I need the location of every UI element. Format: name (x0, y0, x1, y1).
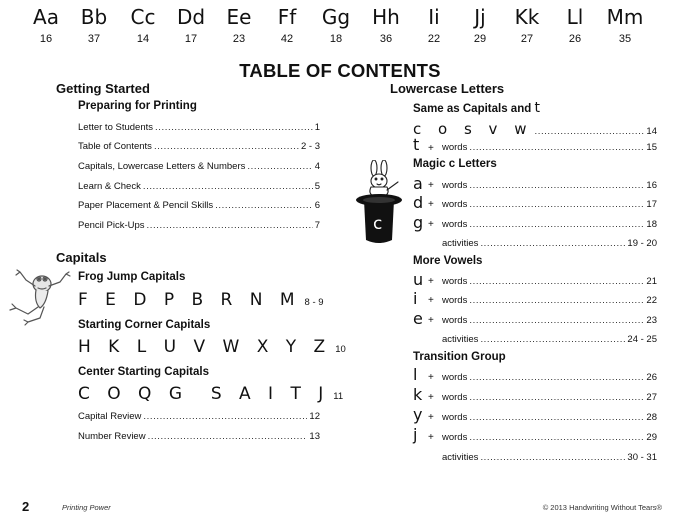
toc-entry-page: 22 (646, 295, 657, 306)
alphabet-letters: Ii (428, 5, 440, 29)
toc-entry[interactable] (78, 181, 320, 192)
frog-icon (6, 264, 74, 326)
plus-sign: + (428, 432, 434, 443)
dot-leader (469, 276, 644, 287)
toc-entry-page: 5 (314, 181, 320, 192)
dot-leader (469, 412, 644, 423)
alphabet-cell (595, 3, 655, 46)
dot-leader (469, 219, 644, 230)
plus-sign: + (428, 143, 434, 154)
dot-leader (469, 142, 644, 153)
alphabet-letters: Bb (80, 5, 108, 29)
toc-entry[interactable] (442, 334, 657, 345)
toc-entry-label: words (442, 276, 468, 287)
plus-sign: + (428, 295, 434, 306)
dot-leader (469, 199, 644, 210)
dot-leader (480, 334, 625, 345)
alphabet-count: 16 (39, 33, 53, 45)
toc-entry-page: 24 - 25 (627, 334, 657, 345)
toc-entry-page: 8 - 9 (304, 297, 324, 308)
toc-entry-page: 2 - 3 (300, 141, 320, 152)
alphabet-count: 29 (473, 33, 487, 45)
toc-entry-page: 26 (646, 372, 657, 383)
subsection-more-vowels: More Vowels (413, 255, 483, 267)
plus-sign: + (428, 372, 434, 383)
plus-sign: + (428, 392, 434, 403)
toc-entry-label: Pencil Pick-Ups (78, 220, 145, 231)
toc-entry-page: 17 (646, 199, 657, 210)
toc-entry[interactable] (442, 142, 657, 153)
letter-glyph: g (413, 213, 424, 232)
dot-leader (469, 180, 644, 191)
toc-entry[interactable] (442, 238, 657, 249)
toc-entry[interactable] (442, 452, 657, 463)
letter-glyph: t (413, 135, 420, 154)
toc-entry-page: 29 (646, 432, 657, 443)
toc-entry-page: 6 (314, 200, 320, 211)
alphabet-count: 36 (379, 33, 393, 45)
toc-entry-page: 23 (646, 315, 657, 326)
toc-entry-label: Table of Contents (78, 141, 152, 152)
dot-leader (534, 126, 644, 137)
alphabet-count: 37 (87, 33, 101, 45)
toc-entry-label: activities (442, 452, 479, 463)
toc-entry-page: 19 - 20 (627, 238, 657, 249)
toc-entry-page: 10 (335, 344, 346, 355)
alphabet-letters: Gg (321, 5, 351, 29)
toc-entry[interactable] (78, 220, 320, 231)
plus-sign: + (428, 276, 434, 287)
alphabet-count: 14 (136, 33, 150, 45)
dot-leader (469, 372, 644, 383)
toc-entry[interactable] (442, 276, 657, 287)
dot-leader (215, 200, 313, 211)
alphabet-letters: Ll (566, 5, 584, 29)
letter-glyph: a (413, 174, 423, 193)
toc-entry-page: 18 (646, 219, 657, 230)
toc-entry-label: Number Review (78, 431, 146, 442)
toc-entry-label: Capitals, Lowercase Letters & Numbers (78, 161, 246, 172)
toc-entry-label: words (442, 295, 468, 306)
letter-glyph: d (413, 193, 424, 212)
toc-entry-page: 12 (309, 411, 320, 422)
letter-glyph: j (413, 425, 418, 444)
toc-entry-label: words (442, 432, 468, 443)
alphabet-count: 26 (568, 33, 582, 45)
copyright: © 2013 Handwriting Without Tears® (542, 503, 662, 512)
toc-entry-page: 21 (646, 276, 657, 287)
subsection-magic-c-letters: Magic c Letters (413, 158, 497, 170)
plus-sign: + (428, 219, 434, 230)
toc-entry-letters[interactable] (413, 120, 657, 138)
plus-sign: + (428, 412, 434, 423)
toc-entry-page: 1 (314, 122, 320, 133)
letter-group: c o s v w (413, 120, 533, 138)
plus-sign: + (428, 180, 434, 191)
alphabet-letters: Aa (33, 5, 59, 29)
subsection-starting-corner-capitals: Starting Corner Capitals (78, 319, 211, 331)
letter-glyph: l (413, 365, 418, 384)
toc-entry[interactable] (78, 122, 320, 133)
hat-letter: c (373, 214, 383, 234)
toc-entry[interactable] (442, 199, 657, 210)
alphabet-letters: Ff (277, 5, 297, 29)
toc-entry[interactable] (78, 161, 320, 172)
letter-glyph: i (413, 289, 418, 308)
alphabet-letters: Dd (176, 5, 206, 29)
alphabet-count: 18 (329, 33, 343, 45)
alphabet-count: 23 (232, 33, 246, 45)
toc-entry-label: words (442, 180, 468, 191)
dot-leader (480, 452, 625, 463)
alphabet-count: 22 (427, 33, 441, 45)
toc-entry-letters[interactable] (78, 290, 324, 310)
magic-hat-bunny-icon (354, 160, 410, 248)
dot-leader (143, 181, 313, 192)
dot-leader (480, 238, 625, 249)
dot-leader (469, 295, 644, 306)
toc-entry-page: 4 (314, 161, 320, 172)
alphabet-letters: Mm (606, 5, 644, 29)
letter-glyph: y (413, 405, 423, 424)
section-capitals: Capitals (56, 250, 107, 265)
subsection-transition-group: Transition Group (413, 351, 506, 363)
letter-group: C O Q G S A I T J (78, 384, 330, 404)
alphabet-count: 35 (618, 33, 632, 45)
alphabet-letters: Hh (372, 5, 400, 29)
toc-entry[interactable] (78, 411, 320, 422)
alphabet-count: 17 (184, 33, 198, 45)
toc-entry[interactable] (442, 432, 657, 443)
toc-entry[interactable] (442, 219, 657, 230)
toc-entry-page: 15 (646, 142, 657, 153)
toc-entry-letters[interactable] (78, 337, 346, 357)
letter-glyph: k (413, 385, 423, 404)
toc-entry-page: 7 (314, 220, 320, 231)
page-number: 2 (22, 499, 30, 514)
toc-entry-letters[interactable] (78, 384, 344, 404)
subsection-preparing-for-printing: Preparing for Printing (78, 100, 197, 112)
plus-sign: + (428, 315, 434, 326)
dot-leader (143, 411, 307, 422)
toc-entry-label: Capital Review (78, 411, 142, 422)
letter-group: F E D P B R N M (78, 290, 301, 310)
toc-entry[interactable] (78, 200, 320, 211)
toc-entry-label: words (442, 199, 468, 210)
toc-entry-label: Learn & Check (78, 181, 141, 192)
toc-entry[interactable] (78, 431, 320, 442)
page-title: TABLE OF CONTENTS (239, 60, 441, 81)
toc-entry-label: Letter to Students (78, 122, 153, 133)
alphabet-row (0, 3, 680, 53)
toc-entry[interactable] (442, 392, 657, 403)
dot-leader (469, 315, 644, 326)
toc-entry-label: words (442, 219, 468, 230)
toc-entry[interactable] (442, 180, 657, 191)
toc-entry[interactable] (442, 372, 657, 383)
same-as-capitals-label: Same as Capitals and (413, 103, 532, 115)
plus-sign: + (428, 199, 434, 210)
toc-entry-label: words (442, 412, 468, 423)
dot-leader (154, 141, 299, 152)
toc-entry-page: 13 (309, 431, 320, 442)
book-title: Printing Power (62, 503, 111, 512)
dot-leader (469, 432, 644, 443)
alphabet-letters: Kk (514, 5, 540, 29)
dot-leader (147, 220, 313, 231)
alphabet-letters: Cc (130, 5, 156, 29)
toc-entry-label: words (442, 142, 468, 153)
section-lowercase-letters: Lowercase Letters (390, 81, 505, 96)
dot-leader (469, 392, 644, 403)
toc-entry-page: 28 (646, 412, 657, 423)
toc-entry-label: words (442, 392, 468, 403)
alphabet-count: 42 (280, 33, 294, 45)
section-getting-started: Getting Started (56, 81, 150, 96)
toc-entry[interactable] (442, 412, 657, 423)
toc-entry-label: activities (442, 238, 479, 249)
toc-entry-page: 11 (333, 391, 344, 402)
alphabet-letters: Jj (474, 5, 486, 29)
toc-entry-label: Paper Placement & Pencil Skills (78, 200, 214, 211)
toc-entry-page: 30 - 31 (627, 452, 657, 463)
letter-glyph: e (413, 309, 423, 328)
toc-entry[interactable] (442, 295, 657, 306)
toc-entry[interactable] (442, 315, 657, 326)
toc-entry-label: activities (442, 334, 479, 345)
toc-entry-label: words (442, 372, 468, 383)
alphabet-count: 27 (520, 33, 534, 45)
toc-entry-page: 14 (646, 126, 657, 137)
letter-glyph: u (413, 270, 424, 289)
subsection-center-starting-capitals: Center Starting Capitals (78, 366, 209, 378)
dot-leader (148, 431, 308, 442)
toc-entry[interactable] (78, 141, 320, 152)
toc-entry-page: 16 (646, 180, 657, 191)
subsection-same-as-capitals (413, 100, 540, 116)
same-as-capitals-letter: t (534, 100, 540, 116)
letter-group: H K L U V W X Y Z (78, 337, 332, 357)
toc-entry-page: 27 (646, 392, 657, 403)
subsection-frog-jump-capitals: Frog Jump Capitals (78, 271, 186, 283)
dot-leader (247, 161, 312, 172)
dot-leader (155, 122, 313, 133)
toc-entry-label: words (442, 315, 468, 326)
alphabet-letters: Ee (226, 5, 252, 29)
